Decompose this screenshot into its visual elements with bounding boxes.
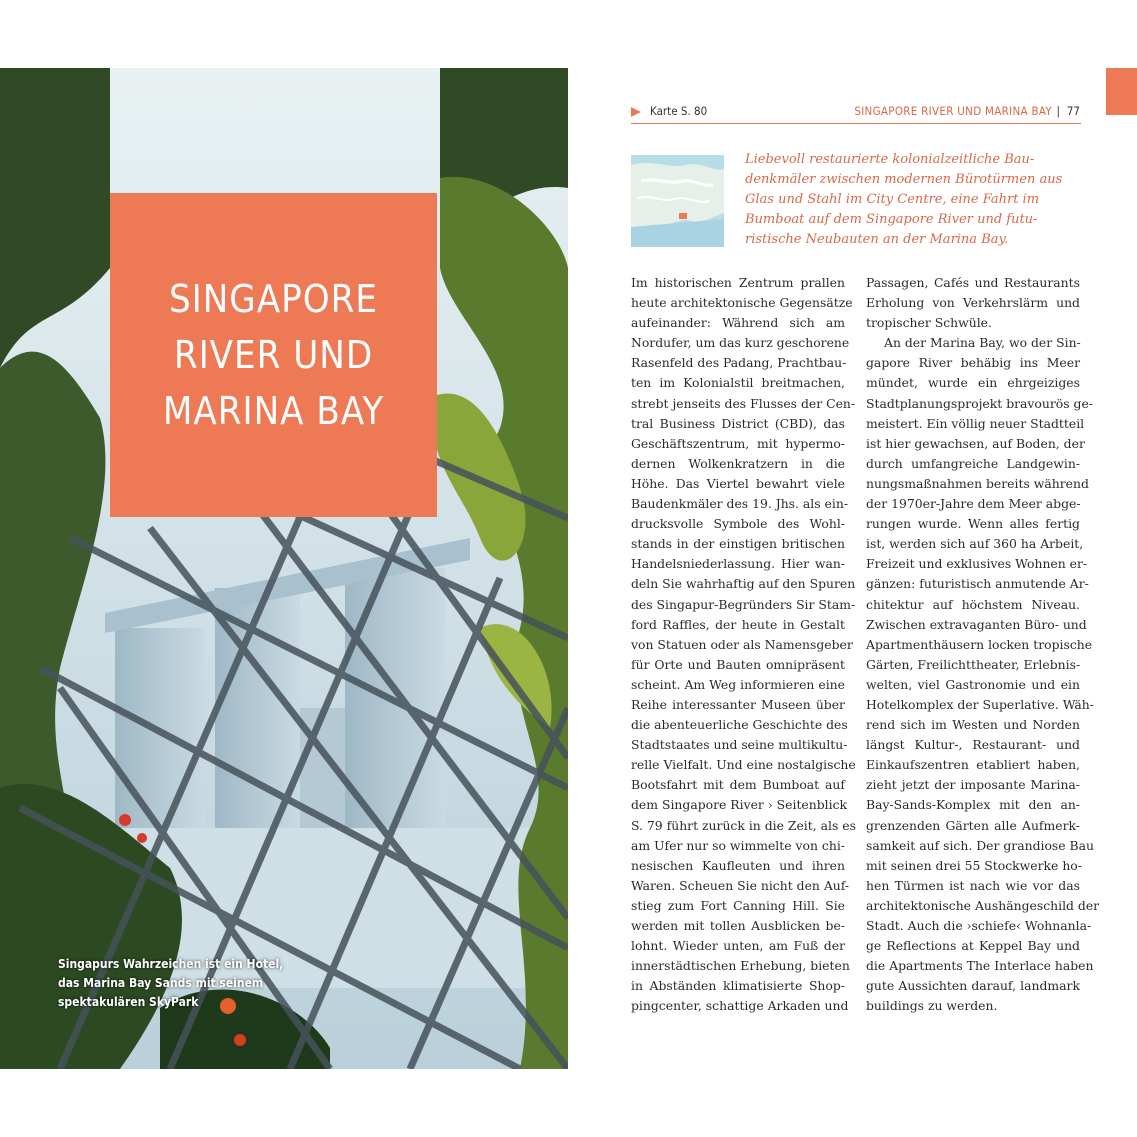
body-text-line: stieg zum Fort Canning Hill. Sie [631,897,845,913]
body-text-line: buildings zu werden. [866,998,998,1014]
body-text-line: Geschäftszentrum, mit hypermo- [631,435,845,451]
body-text-line: längst Kultur-, Restaurant- und [866,737,1080,753]
body-text-line: zieht jetzt der imposante Marina- [866,777,1080,793]
body-text-line: ford Raffles, der heute in Gestalt [631,616,845,632]
body-text-line: Bay-Sands-Komplex mit den an- [866,797,1080,813]
body-text-line: rungen wurde. Wenn alles fertig [866,516,1080,532]
body-text-line: hen Türmen ist nach wie vor das [866,877,1080,893]
body-text-line: drucksvolle Symbole des Wohl- [631,516,845,532]
body-text-line: An der Marina Bay, wo der Sin- [884,335,1081,351]
body-column-right [866,273,1100,1016]
running-header [631,103,1081,121]
page-number: 77 [1066,104,1080,118]
header-rule [631,123,1081,124]
body-text-line: Bootsfahrt mit dem Bumboat auf [631,777,845,793]
body-text-line: durch umfangreiche Landgewin- [866,455,1080,471]
body-text-line: samkeit auf sich. Der grandiose Bau [866,837,1095,853]
body-text-line: des Singapur-Begründers Sir Stam- [631,596,856,612]
body-text-line: mit seinen drei 55 Stockwerke ho- [866,857,1082,873]
body-text-line: Nordufer, um das kurz geschorene [631,335,850,351]
body-text-line: tropischer Schwüle. [866,315,992,331]
intro-line: denkmäler zwischen modernen Bürotürmen aus [745,172,1063,187]
body-text-line: nungsmaßnahmen bereits während [866,475,1089,491]
body-text-line: gänzen: futuristisch anmutende Ar- [866,576,1089,592]
body-text-line: grenzenden Gärten alle Aufmerk- [866,817,1080,833]
section-title: SINGAPORE RIVER UND MARINA BAY [854,104,1052,118]
photo-caption [58,955,288,1012]
body-text-line: Stadtstaates und seine multikultu- [631,737,848,753]
intro-line: Liebevoll restaurierte kolonialzeitliche Bau- [745,152,1035,167]
body-text-line: gapore River behäbig ins Meer [866,355,1080,371]
body-text-line: die abenteuerliche Geschichte des [631,717,848,733]
arrow-right-icon [631,107,641,117]
body-text-line: ten im Kolonialstil breitmachen, [631,375,845,391]
chapter-title-line: RIVER UND [173,333,374,377]
body-text-line: Freizeit und exklusives Wohnen er- [866,556,1088,572]
chapter-title-box [110,193,437,517]
body-text-line: Apartmenthäusern locken tropische [866,636,1093,652]
header-separator: | [1056,104,1060,118]
body-text-line: am Ufer nur so wimmelte von chi- [631,837,845,853]
body-text-line: architektonische Aushängeschild der [866,897,1100,913]
chapter-tab-marker [1106,68,1137,115]
body-text-line: deln Sie wahrhaftig auf den Spuren [631,576,856,592]
cover-photo [0,68,568,1069]
body-text-line: Einkaufszentren etabliert haben, [866,757,1080,773]
body-text-line: die Apartments The Interlace haben [866,958,1094,974]
body-text-line: werden mit tollen Ausblicken be- [631,918,845,933]
body-text-line: Stadtplanungsprojekt bravourös ge- [866,395,1094,411]
body-text-line: ist, werden sich auf 360 ha Arbeit, [866,536,1084,552]
body-text-line: gute Aussichten darauf, landmark [866,978,1080,994]
body-text-line: welten, viel Gastronomie und ein [866,676,1080,692]
body-text-line: tral Business District (CBD), das [631,415,845,431]
body-text-line: strebt jenseits des Flusses der Cen- [631,395,856,411]
intro-line: Glas und Stahl im City Centre, eine Fahrt im [745,192,1040,207]
body-text-line: Hotelkomplex der Superlative. Wäh- [866,696,1094,712]
body-text-line: dernen Wolkenkratzern in die [631,455,845,471]
body-text-line: Höhe. Das Viertel bewahrt viele [631,475,845,491]
body-text-line: relle Vielfalt. Und eine nostalgische [631,757,856,773]
chapter-title [163,271,384,439]
body-text-line: innerstädtischen Erhebung, bieten [631,958,850,974]
caption-line: spektakulären SkyPark [58,995,199,1009]
chapter-title-line: MARINA BAY [162,389,385,433]
caption-line: Singapurs Wahrzeichen ist ein Hotel, [58,957,284,971]
body-text-line: Gärten, Freilichttheater, Erlebnis- [866,656,1081,672]
body-text-line: ge Reflections at Keppel Bay und [866,938,1080,954]
body-column-left [631,273,856,1016]
body-text-line: Baudenkmäler des 19. Jhs. als ein- [631,496,849,512]
chapter-title-line: SINGAPORE [168,277,379,321]
body-text-line: für Orte und Bauten omnipräsent [631,656,845,672]
body-text-line: Erholung von Verkehrslärm und [866,295,1080,311]
body-text-line: rend sich im Westen und Norden [866,717,1080,733]
body-text-line: lohnt. Wieder unten, am Fuß der [631,938,845,954]
caption-line: das Marina Bay Sands mit seinem [58,976,264,990]
body-text-line: der 1970er-Jahre dem Meer abge- [866,496,1081,512]
body-text-line: meistert. Ein völlig neuer Stadtteil [866,415,1085,431]
body-text-line: ist hier gewachsen, auf Boden, der [866,435,1085,451]
body-text-line: pingcenter, schattige Arkaden und [631,998,849,1014]
body-text-line: in Abständen klimatisierte Shop- [631,978,845,994]
body-text-line: Handelsniederlassung. Hier wan- [631,556,845,572]
body-text-line: nesischen Kaufleuten und ihren [631,857,845,873]
body-text-line: Passagen, Cafés und Restaurants [866,275,1080,290]
intro-line: ristische Neubauten an der Marina Bay. [745,232,1009,247]
body-text-line: Stadt. Auch die ›schiefe‹ Wohnanla- [866,918,1092,933]
body-text-line: Zwischen extravaganten Büro- und [866,616,1087,632]
chapter-intro [745,150,1080,250]
locator-map-icon [631,155,724,247]
body-text-line: mündet, wurde ein ehrgeiziges [866,375,1080,391]
body-text-line: chitektur auf höchstem Niveau. [866,596,1080,612]
body-text-line: heute architektonische Gegensätze [631,295,853,311]
body-text-line: aufeinander: Während sich am [631,315,845,331]
body-text-line: S. 79 führt zurück in die Zeit, als es [631,817,856,833]
body-text-line: Waren. Scheuen Sie nicht den Auf- [631,877,850,893]
body-text-line: Rasenfeld des Padang, Prachtbau- [631,355,847,371]
body-text-line: Im historischen Zentrum prallen [631,275,845,290]
intro-line: Bumboat auf dem Singapore River und futu- [745,212,1038,227]
body-text-line: von Statuen oder als Namensgeber [631,636,853,652]
body-text-line: scheint. Am Weg informieren eine [631,676,845,692]
body-text-line: dem Singapore River › Seitenblick [631,797,848,813]
map-reference-link[interactable]: Karte S. 80 [650,104,708,118]
body-text-line: stands in der einstigen britischen [631,536,845,552]
body-text-line: Reihe interessanter Museen über [631,696,845,712]
